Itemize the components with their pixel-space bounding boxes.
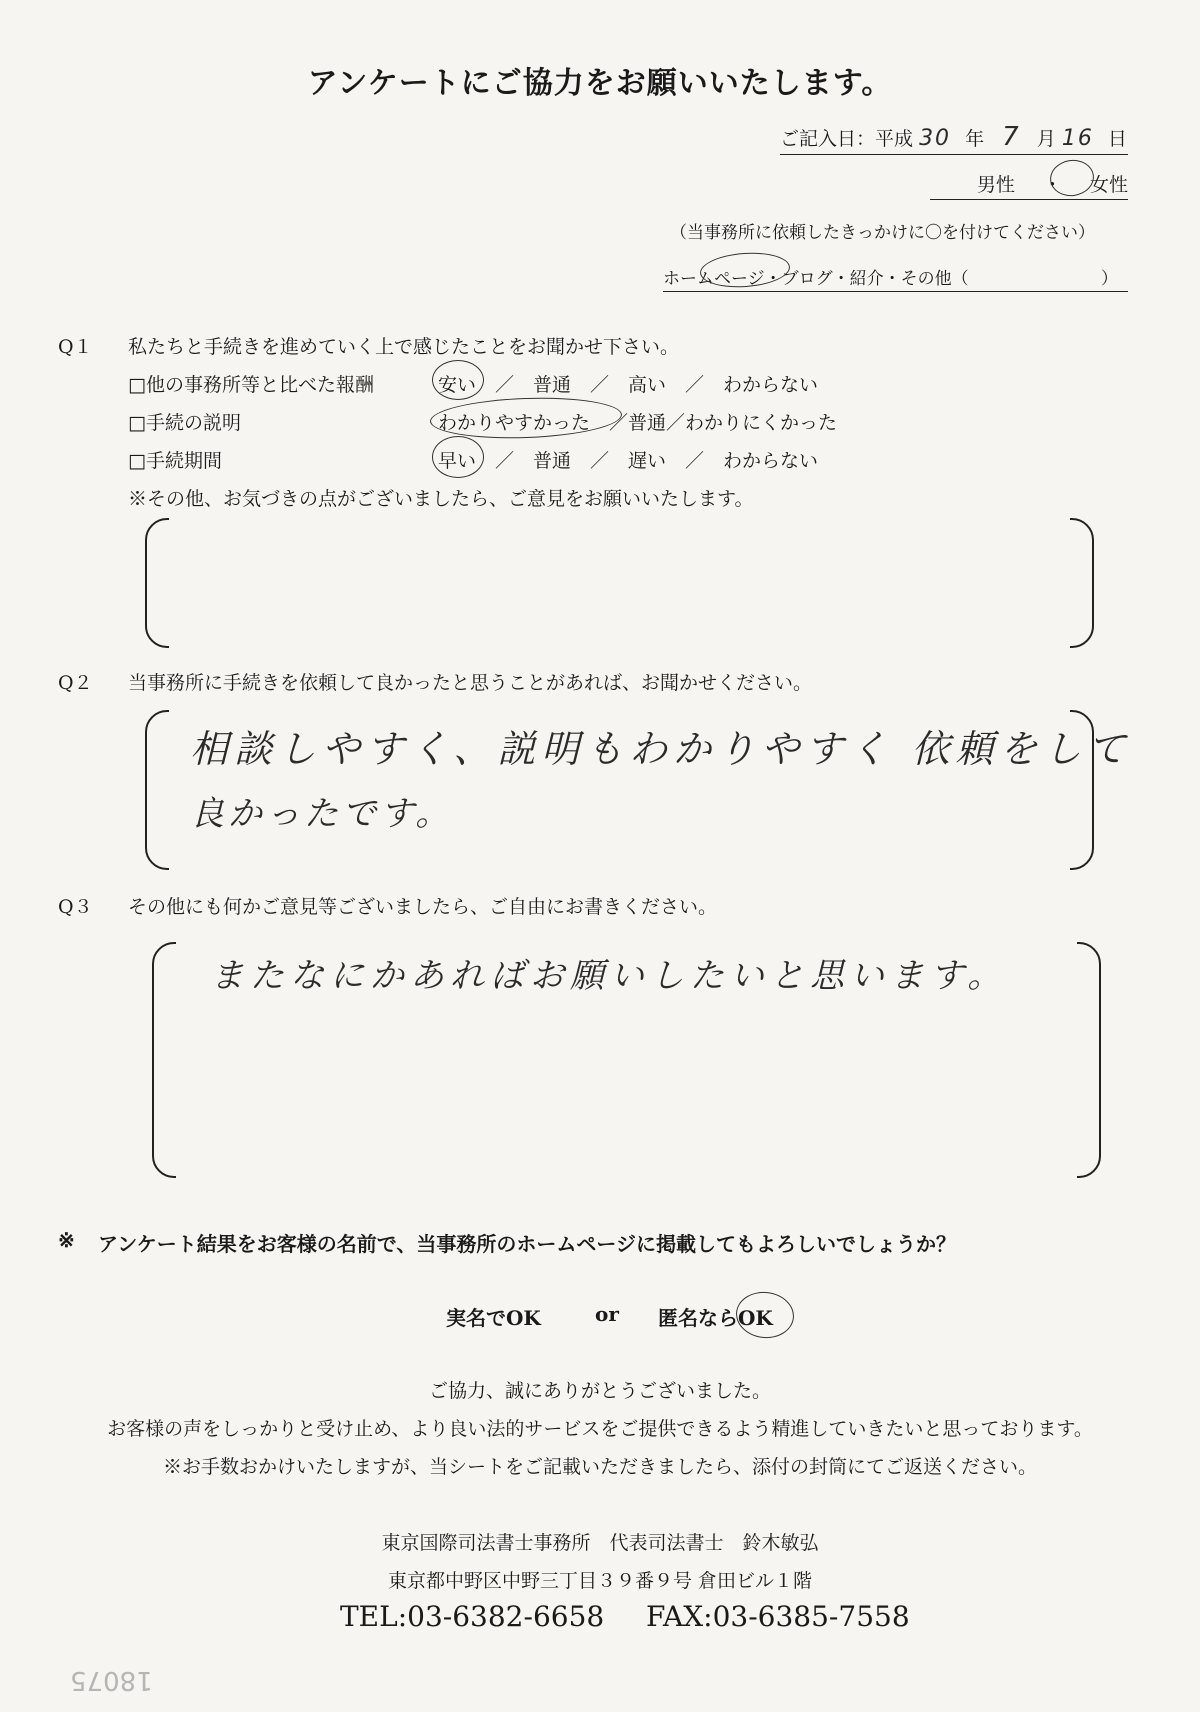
publish-question: アンケート結果をお客様の名前で、当事務所のホームページに掲載してもよろしいでしょうか？ xyxy=(98,1232,956,1256)
stamp-number: 18075 xyxy=(70,1665,153,1695)
date-month-unit: 月 xyxy=(1036,128,1056,150)
q3-number: Q３ xyxy=(58,896,93,918)
gender-male: 男性 xyxy=(976,174,1015,196)
q1-question: 私たちと手続きを進めていく上で感じたことをお聞かせ下さい。 xyxy=(128,336,680,358)
publish-or: or xyxy=(595,1302,619,1326)
q1-period-selection-circle xyxy=(432,436,484,478)
date-year-unit: 年 xyxy=(965,128,985,150)
trigger-options-text: ホームページ・ブログ・紹介・その他（ xyxy=(663,269,969,289)
office-fax: FAX:03-6385-7558 xyxy=(646,1600,910,1633)
trigger-instruction: （当事務所に依頼したきっかけに〇を付けてください） xyxy=(670,223,1095,243)
q1-note: ※その他、お気づきの点がございましたら、ご意見をお願いいたします。 xyxy=(128,488,754,510)
date-day-unit: 日 xyxy=(1107,128,1127,150)
date-month: 7 xyxy=(1002,122,1021,152)
q2-answer-line1: 相談しやすく、説明もわかりやすく 依頼をして xyxy=(190,727,1132,771)
q3-answer: またなにかあればお願いしたいと思います。 xyxy=(210,956,1008,996)
q1-row-period-options: 早い ／ 普通 ／ 遅い ／ わからない xyxy=(438,450,819,472)
closing-thanks: ご協力、誠にありがとうございました。 xyxy=(428,1380,771,1402)
q1-row-fee-label: □他の事務所等と比べた報酬 xyxy=(128,374,374,396)
publish-anonymous-option: 匿名ならOK xyxy=(658,1306,773,1330)
page-title: アンケートにご協力をお願いいたします。 xyxy=(307,66,893,101)
office-name: 東京国際司法書士事務所 代表司法書士 鈴木敏弘 xyxy=(381,1532,819,1554)
date-line xyxy=(780,122,1128,155)
q1-answer-box xyxy=(145,518,1094,648)
office-address: 東京都中野区中野三丁目３９番９号 倉田ビル１階 xyxy=(387,1570,813,1592)
q2-question: 当事務所に手続きを依頼して良かったと思うことがあれば、お聞かせください。 xyxy=(128,672,813,694)
publish-selection-circle xyxy=(734,1289,796,1341)
date-day: 16 xyxy=(1061,126,1094,151)
q2-answer-line2: 良かったです。 xyxy=(190,794,454,834)
trigger-close: ） xyxy=(1101,269,1118,289)
q1-row-explanation-label: □手続の説明 xyxy=(128,412,241,434)
gender-female: 女性 xyxy=(1089,174,1128,196)
q1-number: Q１ xyxy=(58,336,93,358)
q1-fee-selection-circle xyxy=(432,360,484,400)
closing-line3: ※お手数おかけいたしますが、当シートをご記載いただきましたら、添付の封筒にてご返送ください。 xyxy=(162,1456,1037,1478)
closing-line2: お客様の声をしっかりと受け止め、より良い法的サービスをご提供できるよう精進していきたいと思っております。 xyxy=(107,1418,1093,1440)
q1-row-period-label: □手続期間 xyxy=(128,450,222,472)
publish-real-name-option: 実名でOK xyxy=(446,1306,541,1330)
office-tel: TEL:03-6382-6658 xyxy=(340,1600,605,1633)
date-label: ご記入日：平成 xyxy=(780,128,914,150)
q1-row-fee-options: 安い ／ 普通 ／ 高い ／ わからない xyxy=(438,374,819,396)
date-year: 30 xyxy=(919,126,952,151)
publish-mark: ※ xyxy=(58,1228,75,1252)
q1-row-explanation-options: わかりやすかった ／普通／わかりにくかった xyxy=(438,412,838,434)
q3-question: その他にも何かご意見等ございましたら、ご自由にお書きください。 xyxy=(128,896,718,918)
gender-separator: ・ xyxy=(1042,174,1062,196)
q2-number: Q２ xyxy=(58,672,93,694)
gender-line xyxy=(930,170,1128,200)
